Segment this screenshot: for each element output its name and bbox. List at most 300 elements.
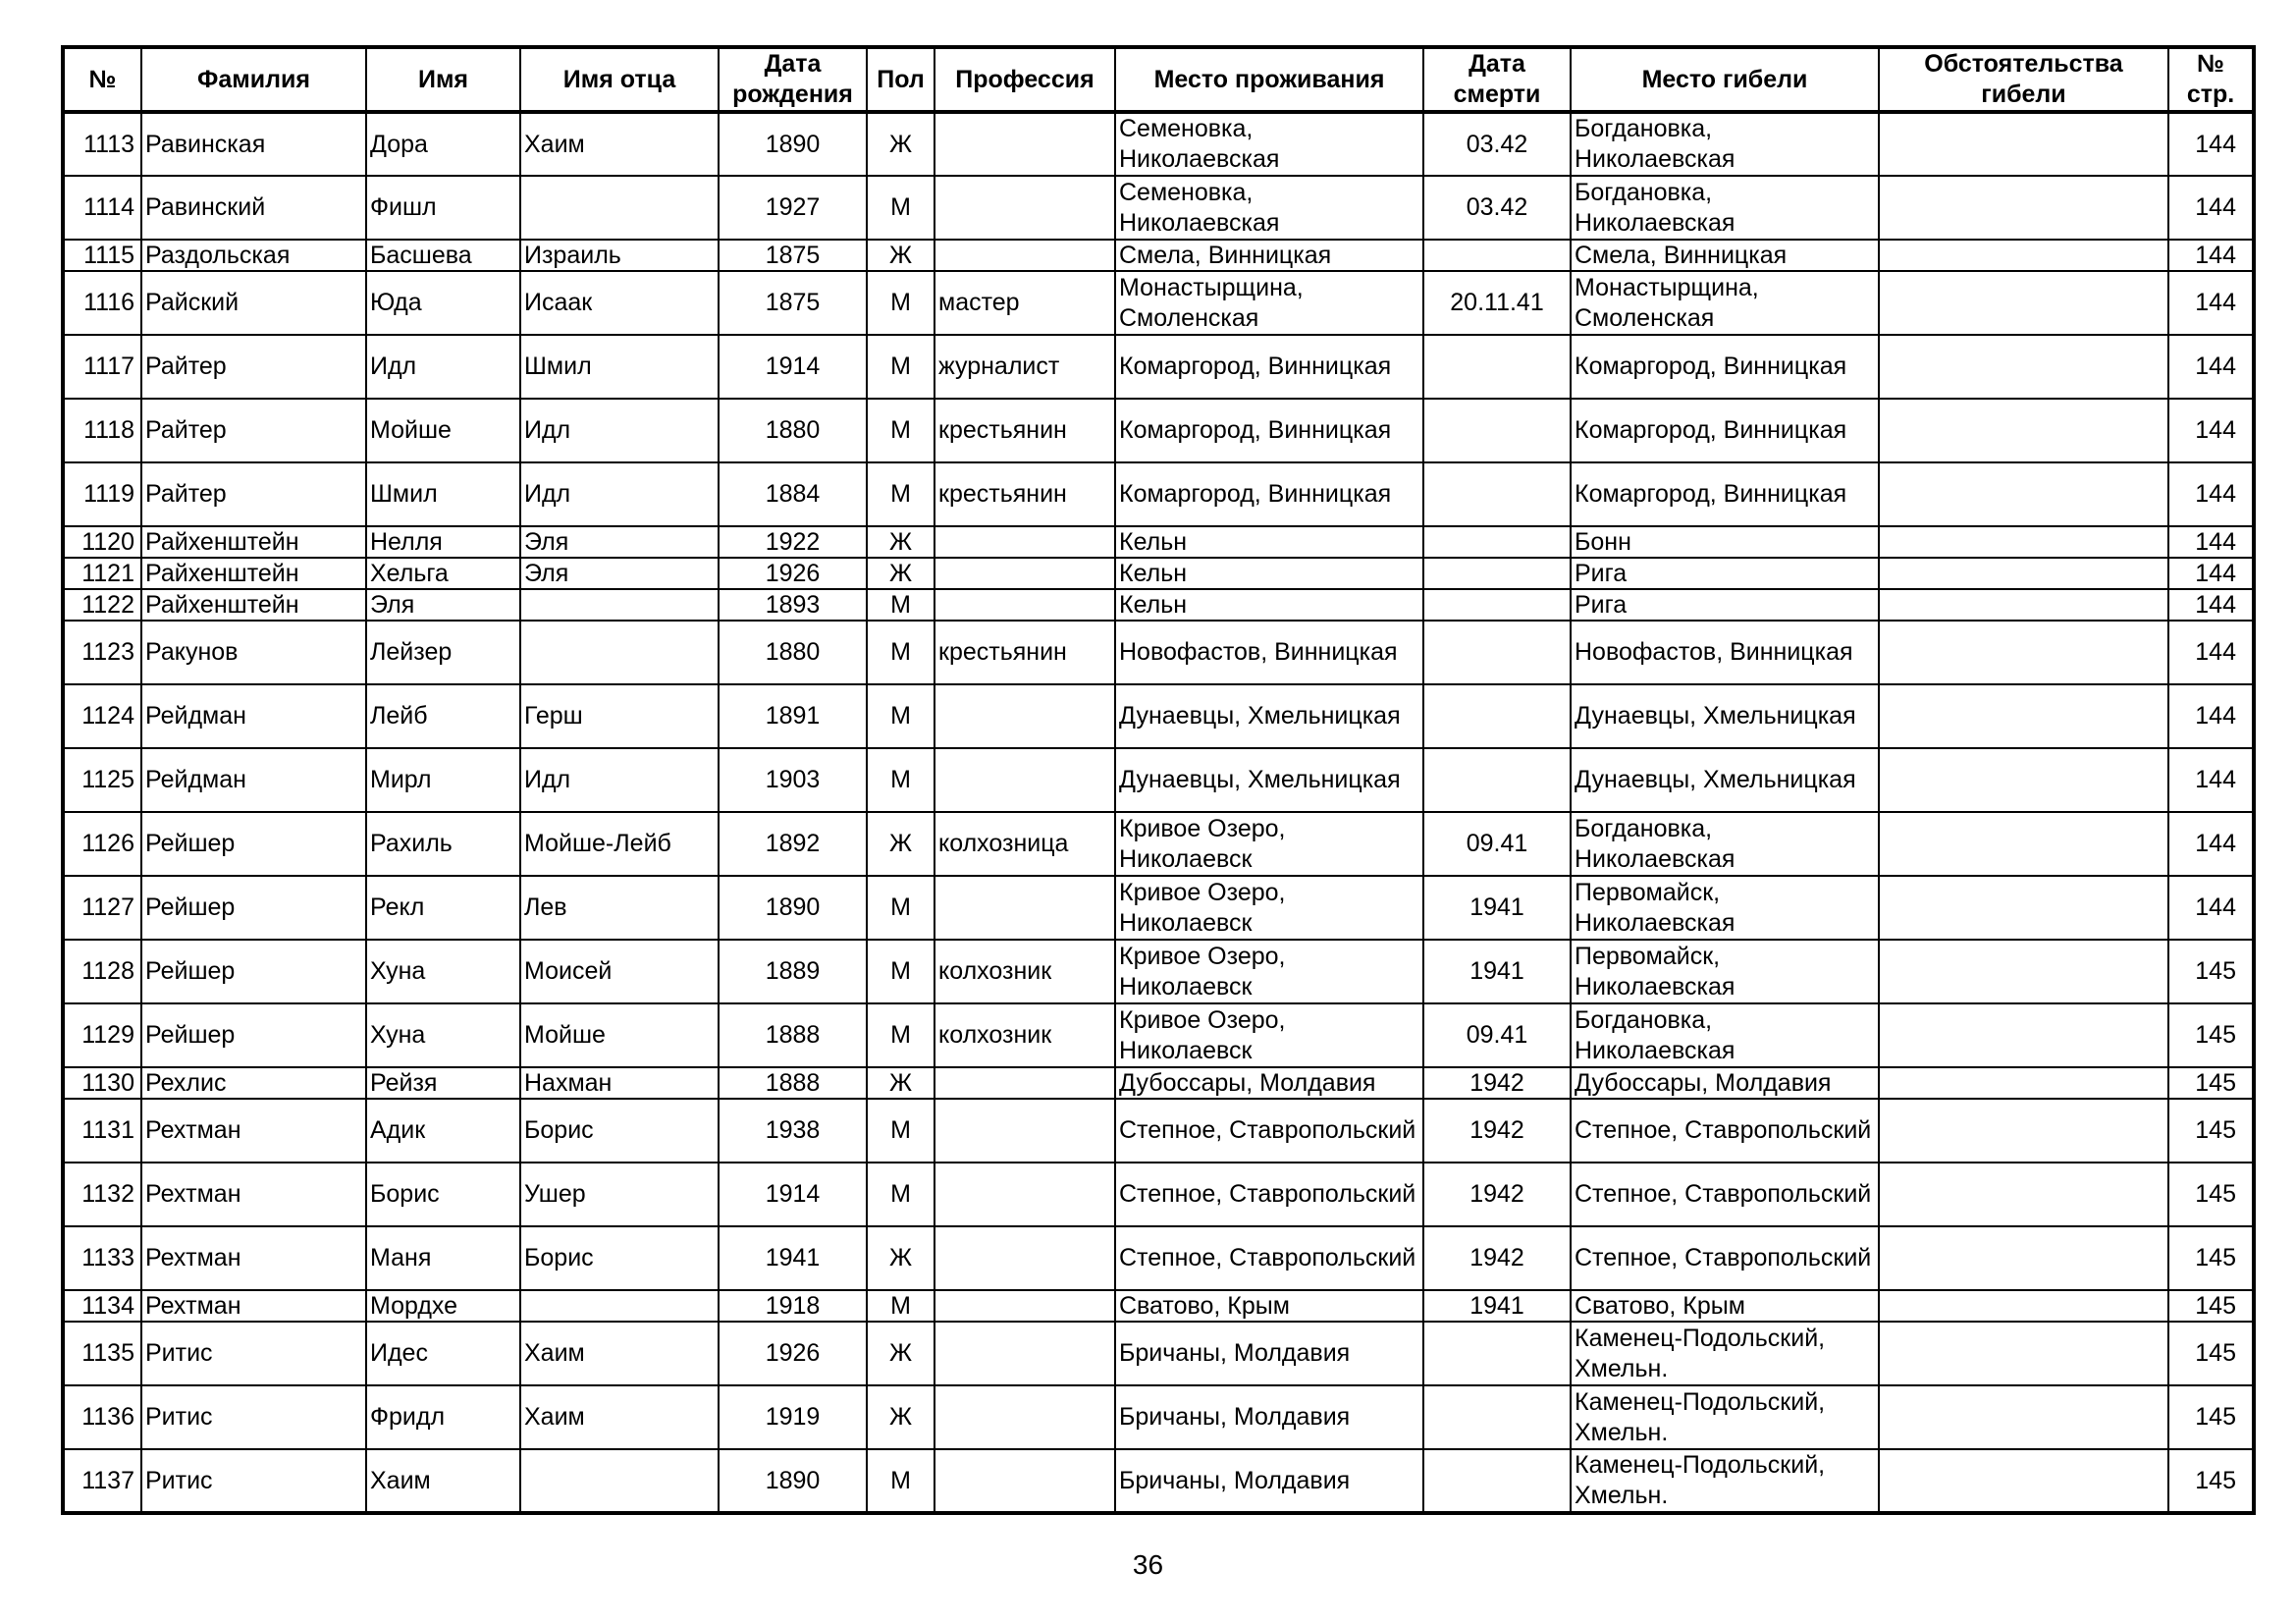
table-row xyxy=(63,462,2254,526)
cell-page: 144 xyxy=(2168,399,2254,462)
cell-surname: Рехтман xyxy=(141,1290,366,1322)
cell-death-place: Комаргород, Винницкая xyxy=(1571,335,1879,399)
cell-sex: М xyxy=(867,589,934,621)
cell-page: 144 xyxy=(2168,176,2254,240)
cell-name: Маня xyxy=(366,1226,520,1290)
cell-sex: М xyxy=(867,1449,934,1513)
cell-death-date xyxy=(1423,1385,1571,1449)
table-row xyxy=(63,940,2254,1003)
cell-profession xyxy=(934,589,1115,621)
cell-circumstances xyxy=(1879,940,2168,1003)
cell-sex: М xyxy=(867,462,934,526)
cell-page: 144 xyxy=(2168,335,2254,399)
cell-profession: крестьянин xyxy=(934,399,1115,462)
cell-residence: Бричаны, Молдавия xyxy=(1115,1449,1423,1513)
cell-circumstances xyxy=(1879,558,2168,589)
cell-patronymic xyxy=(520,176,719,240)
cell-residence: Комаргород, Винницкая xyxy=(1115,399,1423,462)
cell-page: 144 xyxy=(2168,558,2254,589)
table-row xyxy=(63,748,2254,812)
cell-circumstances xyxy=(1879,812,2168,876)
cell-surname: Райхенштейн xyxy=(141,558,366,589)
cell-residence: Сватово, Крым xyxy=(1115,1290,1423,1322)
table-row xyxy=(63,1226,2254,1290)
header-patronymic: Имя отца xyxy=(520,47,719,112)
table-row xyxy=(63,335,2254,399)
cell-patronymic: Лев xyxy=(520,876,719,940)
cell-num: 1137 xyxy=(63,1449,141,1513)
cell-death-place: Первомайск, Николаевская xyxy=(1571,940,1879,1003)
cell-residence: Кельн xyxy=(1115,589,1423,621)
cell-circumstances xyxy=(1879,589,2168,621)
table-row xyxy=(63,1449,2254,1513)
cell-surname: Райский xyxy=(141,271,366,335)
cell-name: Эля xyxy=(366,589,520,621)
table-row xyxy=(63,176,2254,240)
cell-death-place: Бонн xyxy=(1571,526,1879,558)
cell-birth-date: 1927 xyxy=(719,176,867,240)
header-sex: Пол xyxy=(867,47,934,112)
cell-surname: Рейшер xyxy=(141,1003,366,1067)
table-row xyxy=(63,240,2254,271)
cell-death-date: 1942 xyxy=(1423,1226,1571,1290)
cell-num: 1123 xyxy=(63,621,141,684)
cell-circumstances xyxy=(1879,748,2168,812)
table-row xyxy=(63,1385,2254,1449)
cell-page: 145 xyxy=(2168,1099,2254,1163)
cell-death-place: Дунаевцы, Хмельницкая xyxy=(1571,748,1879,812)
cell-page: 144 xyxy=(2168,876,2254,940)
cell-patronymic xyxy=(520,1449,719,1513)
cell-death-date xyxy=(1423,399,1571,462)
cell-sex: М xyxy=(867,621,934,684)
cell-patronymic: Шмил xyxy=(520,335,719,399)
cell-profession xyxy=(934,526,1115,558)
table-row xyxy=(63,876,2254,940)
cell-birth-date: 1889 xyxy=(719,940,867,1003)
cell-surname: Ритис xyxy=(141,1322,366,1385)
cell-page: 145 xyxy=(2168,1449,2254,1513)
cell-num: 1114 xyxy=(63,176,141,240)
header-page: № стр. xyxy=(2168,47,2254,112)
cell-death-place: Рига xyxy=(1571,558,1879,589)
cell-death-date: 1942 xyxy=(1423,1163,1571,1226)
cell-patronymic: Хаим xyxy=(520,112,719,176)
cell-patronymic: Эля xyxy=(520,526,719,558)
cell-sex: М xyxy=(867,1290,934,1322)
cell-circumstances xyxy=(1879,176,2168,240)
cell-page: 144 xyxy=(2168,621,2254,684)
table-row xyxy=(63,271,2254,335)
cell-num: 1131 xyxy=(63,1099,141,1163)
cell-patronymic xyxy=(520,621,719,684)
cell-death-date: 03.42 xyxy=(1423,112,1571,176)
cell-death-place: Степное, Ставропольский xyxy=(1571,1099,1879,1163)
cell-profession: журналист xyxy=(934,335,1115,399)
cell-circumstances xyxy=(1879,112,2168,176)
header-death-date: Дата смерти xyxy=(1423,47,1571,112)
cell-death-date xyxy=(1423,462,1571,526)
cell-sex: М xyxy=(867,1163,934,1226)
cell-page: 145 xyxy=(2168,1003,2254,1067)
table-body xyxy=(63,112,2254,1513)
cell-sex: Ж xyxy=(867,1226,934,1290)
cell-sex: М xyxy=(867,1003,934,1067)
cell-name: Лейб xyxy=(366,684,520,748)
cell-residence: Дубоссары, Молдавия xyxy=(1115,1067,1423,1099)
cell-birth-date: 1919 xyxy=(719,1385,867,1449)
header-residence: Место проживания xyxy=(1115,47,1423,112)
cell-surname: Рейшер xyxy=(141,876,366,940)
cell-residence: Семеновка, Николаевская xyxy=(1115,112,1423,176)
cell-num: 1118 xyxy=(63,399,141,462)
cell-profession xyxy=(934,112,1115,176)
cell-residence: Кривое Озеро, Николаевск xyxy=(1115,940,1423,1003)
header-profession: Профессия xyxy=(934,47,1115,112)
header-num: № xyxy=(63,47,141,112)
cell-num: 1129 xyxy=(63,1003,141,1067)
cell-circumstances xyxy=(1879,621,2168,684)
cell-residence: Бричаны, Молдавия xyxy=(1115,1322,1423,1385)
cell-name: Шмил xyxy=(366,462,520,526)
cell-profession: крестьянин xyxy=(934,462,1115,526)
cell-death-date: 1942 xyxy=(1423,1067,1571,1099)
cell-death-place: Новофастов, Винницкая xyxy=(1571,621,1879,684)
cell-death-date xyxy=(1423,748,1571,812)
table-row xyxy=(63,526,2254,558)
cell-profession: мастер xyxy=(934,271,1115,335)
table-row xyxy=(63,621,2254,684)
cell-birth-date: 1922 xyxy=(719,526,867,558)
cell-profession: колхозница xyxy=(934,812,1115,876)
cell-page: 145 xyxy=(2168,1163,2254,1226)
cell-death-date: 09.41 xyxy=(1423,812,1571,876)
cell-num: 1120 xyxy=(63,526,141,558)
cell-surname: Ритис xyxy=(141,1449,366,1513)
cell-surname: Райтер xyxy=(141,462,366,526)
cell-sex: Ж xyxy=(867,558,934,589)
cell-surname: Рехтман xyxy=(141,1099,366,1163)
cell-num: 1134 xyxy=(63,1290,141,1322)
table-row xyxy=(63,1163,2254,1226)
cell-birth-date: 1918 xyxy=(719,1290,867,1322)
cell-death-date xyxy=(1423,1322,1571,1385)
cell-birth-date: 1884 xyxy=(719,462,867,526)
cell-death-date xyxy=(1423,558,1571,589)
cell-profession xyxy=(934,176,1115,240)
cell-page: 145 xyxy=(2168,1322,2254,1385)
cell-birth-date: 1891 xyxy=(719,684,867,748)
cell-page: 144 xyxy=(2168,684,2254,748)
cell-death-place: Степное, Ставропольский xyxy=(1571,1226,1879,1290)
cell-circumstances xyxy=(1879,462,2168,526)
cell-surname: Рехлис xyxy=(141,1067,366,1099)
cell-profession xyxy=(934,558,1115,589)
cell-name: Хельга xyxy=(366,558,520,589)
cell-patronymic xyxy=(520,1290,719,1322)
cell-page: 144 xyxy=(2168,271,2254,335)
table-row xyxy=(63,1322,2254,1385)
cell-death-place: Дубоссары, Молдавия xyxy=(1571,1067,1879,1099)
cell-death-place: Богдановка, Николаевская xyxy=(1571,112,1879,176)
cell-num: 1132 xyxy=(63,1163,141,1226)
cell-name: Хуна xyxy=(366,940,520,1003)
cell-profession xyxy=(934,1290,1115,1322)
cell-residence: Комаргород, Винницкая xyxy=(1115,335,1423,399)
cell-surname: Райхенштейн xyxy=(141,526,366,558)
cell-death-place: Комаргород, Винницкая xyxy=(1571,462,1879,526)
cell-death-place: Комаргород, Винницкая xyxy=(1571,399,1879,462)
header-name: Имя xyxy=(366,47,520,112)
cell-death-place: Каменец-Подольский, Хмельн. xyxy=(1571,1449,1879,1513)
cell-page: 144 xyxy=(2168,240,2254,271)
cell-patronymic: Моисей xyxy=(520,940,719,1003)
cell-death-date: 1941 xyxy=(1423,940,1571,1003)
cell-residence: Степное, Ставропольский xyxy=(1115,1226,1423,1290)
cell-patronymic: Хаим xyxy=(520,1385,719,1449)
cell-death-date: 1942 xyxy=(1423,1099,1571,1163)
cell-profession xyxy=(934,1226,1115,1290)
cell-surname: Ракунов xyxy=(141,621,366,684)
cell-name: Хаим xyxy=(366,1449,520,1513)
header-circumstances: Обстоятельства гибели xyxy=(1879,47,2168,112)
table-row xyxy=(63,812,2254,876)
cell-residence: Новофастов, Винницкая xyxy=(1115,621,1423,684)
cell-residence: Бричаны, Молдавия xyxy=(1115,1385,1423,1449)
cell-sex: Ж xyxy=(867,1385,934,1449)
cell-death-place: Степное, Ставропольский xyxy=(1571,1163,1879,1226)
cell-patronymic: Израиль xyxy=(520,240,719,271)
cell-name: Басшева xyxy=(366,240,520,271)
cell-num: 1133 xyxy=(63,1226,141,1290)
cell-name: Мирл xyxy=(366,748,520,812)
cell-circumstances xyxy=(1879,876,2168,940)
cell-circumstances xyxy=(1879,1290,2168,1322)
cell-residence: Комаргород, Винницкая xyxy=(1115,462,1423,526)
cell-name: Дора xyxy=(366,112,520,176)
table-row xyxy=(63,1290,2254,1322)
cell-residence: Кривое Озеро, Николаевск xyxy=(1115,812,1423,876)
cell-page: 144 xyxy=(2168,526,2254,558)
cell-circumstances xyxy=(1879,335,2168,399)
cell-num: 1128 xyxy=(63,940,141,1003)
cell-birth-date: 1926 xyxy=(719,1322,867,1385)
cell-profession xyxy=(934,240,1115,271)
cell-patronymic: Борис xyxy=(520,1099,719,1163)
cell-sex: Ж xyxy=(867,112,934,176)
cell-name: Рейзя xyxy=(366,1067,520,1099)
cell-death-place: Богдановка, Николаевская xyxy=(1571,1003,1879,1067)
cell-birth-date: 1926 xyxy=(719,558,867,589)
cell-sex: М xyxy=(867,1099,934,1163)
cell-name: Фридл xyxy=(366,1385,520,1449)
cell-page: 144 xyxy=(2168,812,2254,876)
cell-patronymic: Нахман xyxy=(520,1067,719,1099)
cell-surname: Райтер xyxy=(141,399,366,462)
cell-surname: Раздольская xyxy=(141,240,366,271)
cell-death-place: Рига xyxy=(1571,589,1879,621)
cell-page: 144 xyxy=(2168,462,2254,526)
cell-birth-date: 1914 xyxy=(719,1163,867,1226)
cell-page: 145 xyxy=(2168,1067,2254,1099)
cell-surname: Рейдман xyxy=(141,748,366,812)
cell-death-place: Монастырщина, Смоленская xyxy=(1571,271,1879,335)
cell-patronymic: Идл xyxy=(520,399,719,462)
cell-profession: крестьянин xyxy=(934,621,1115,684)
table-row xyxy=(63,1003,2254,1067)
page-number: 36 xyxy=(1132,1549,1164,1580)
cell-num: 1130 xyxy=(63,1067,141,1099)
cell-num: 1127 xyxy=(63,876,141,940)
cell-num: 1121 xyxy=(63,558,141,589)
cell-residence: Степное, Ставропольский xyxy=(1115,1163,1423,1226)
cell-surname: Рейшер xyxy=(141,812,366,876)
cell-circumstances xyxy=(1879,526,2168,558)
cell-circumstances xyxy=(1879,1322,2168,1385)
cell-sex: М xyxy=(867,335,934,399)
cell-patronymic: Идл xyxy=(520,748,719,812)
cell-name: Рахиль xyxy=(366,812,520,876)
cell-num: 1122 xyxy=(63,589,141,621)
cell-num: 1116 xyxy=(63,271,141,335)
cell-sex: М xyxy=(867,940,934,1003)
cell-birth-date: 1880 xyxy=(719,621,867,684)
cell-sex: Ж xyxy=(867,240,934,271)
cell-profession xyxy=(934,876,1115,940)
cell-name: Идл xyxy=(366,335,520,399)
cell-circumstances xyxy=(1879,399,2168,462)
cell-sex: М xyxy=(867,684,934,748)
cell-page: 144 xyxy=(2168,589,2254,621)
cell-sex: Ж xyxy=(867,812,934,876)
cell-birth-date: 1903 xyxy=(719,748,867,812)
cell-residence: Кельн xyxy=(1115,526,1423,558)
cell-death-date xyxy=(1423,526,1571,558)
cell-residence: Степное, Ставропольский xyxy=(1115,1099,1423,1163)
cell-surname: Равинская xyxy=(141,112,366,176)
cell-profession xyxy=(934,1067,1115,1099)
cell-circumstances xyxy=(1879,1385,2168,1449)
header-death-place: Место гибели xyxy=(1571,47,1879,112)
cell-name: Фишл xyxy=(366,176,520,240)
cell-profession xyxy=(934,1163,1115,1226)
cell-name: Идес xyxy=(366,1322,520,1385)
cell-death-place: Смела, Винницкая xyxy=(1571,240,1879,271)
cell-name: Хуна xyxy=(366,1003,520,1067)
cell-birth-date: 1941 xyxy=(719,1226,867,1290)
cell-circumstances xyxy=(1879,684,2168,748)
cell-death-place: Каменец-Подольский, Хмельн. xyxy=(1571,1322,1879,1385)
cell-residence: Смела, Винницкая xyxy=(1115,240,1423,271)
cell-surname: Рехтман xyxy=(141,1163,366,1226)
cell-profession: колхозник xyxy=(934,940,1115,1003)
cell-profession xyxy=(934,748,1115,812)
cell-death-date xyxy=(1423,684,1571,748)
cell-patronymic: Хаим xyxy=(520,1322,719,1385)
cell-death-place: Каменец-Подольский, Хмельн. xyxy=(1571,1385,1879,1449)
cell-death-date xyxy=(1423,1449,1571,1513)
cell-birth-date: 1890 xyxy=(719,1449,867,1513)
cell-death-place: Первомайск, Николаевская xyxy=(1571,876,1879,940)
cell-patronymic: Ушер xyxy=(520,1163,719,1226)
cell-sex: Ж xyxy=(867,526,934,558)
cell-profession xyxy=(934,1385,1115,1449)
header-surname: Фамилия xyxy=(141,47,366,112)
cell-circumstances xyxy=(1879,1226,2168,1290)
cell-birth-date: 1880 xyxy=(719,399,867,462)
header-birth-date: Дата рождения xyxy=(719,47,867,112)
cell-birth-date: 1914 xyxy=(719,335,867,399)
cell-death-place: Богдановка, Николаевская xyxy=(1571,812,1879,876)
cell-death-place: Сватово, Крым xyxy=(1571,1290,1879,1322)
cell-sex: М xyxy=(867,271,934,335)
cell-residence: Семеновка, Николаевская xyxy=(1115,176,1423,240)
cell-patronymic: Борис xyxy=(520,1226,719,1290)
cell-num: 1117 xyxy=(63,335,141,399)
cell-circumstances xyxy=(1879,1003,2168,1067)
cell-patronymic xyxy=(520,589,719,621)
table-row xyxy=(63,1099,2254,1163)
cell-circumstances xyxy=(1879,271,2168,335)
cell-sex: М xyxy=(867,176,934,240)
cell-page: 145 xyxy=(2168,940,2254,1003)
cell-sex: М xyxy=(867,748,934,812)
cell-name: Нелля xyxy=(366,526,520,558)
cell-birth-date: 1890 xyxy=(719,876,867,940)
cell-profession xyxy=(934,1099,1115,1163)
cell-num: 1113 xyxy=(63,112,141,176)
table-row xyxy=(63,684,2254,748)
cell-patronymic: Эля xyxy=(520,558,719,589)
cell-patronymic: Мойше xyxy=(520,1003,719,1067)
cell-death-date xyxy=(1423,621,1571,684)
cell-name: Борис xyxy=(366,1163,520,1226)
cell-sex: Ж xyxy=(867,1067,934,1099)
cell-page: 144 xyxy=(2168,748,2254,812)
table-row xyxy=(63,558,2254,589)
cell-residence: Кривое Озеро, Николаевск xyxy=(1115,1003,1423,1067)
cell-surname: Райхенштейн xyxy=(141,589,366,621)
cell-death-date xyxy=(1423,240,1571,271)
cell-num: 1136 xyxy=(63,1385,141,1449)
cell-patronymic: Мойше-Лейб xyxy=(520,812,719,876)
cell-residence: Дунаевцы, Хмельницкая xyxy=(1115,748,1423,812)
cell-death-date: 09.41 xyxy=(1423,1003,1571,1067)
cell-surname: Равинский xyxy=(141,176,366,240)
table-row xyxy=(63,399,2254,462)
cell-sex: М xyxy=(867,876,934,940)
cell-birth-date: 1938 xyxy=(719,1099,867,1163)
cell-name: Мордхе xyxy=(366,1290,520,1322)
cell-surname: Рейшер xyxy=(141,940,366,1003)
cell-page: 145 xyxy=(2168,1226,2254,1290)
cell-page: 145 xyxy=(2168,1290,2254,1322)
cell-death-place: Богдановка, Николаевская xyxy=(1571,176,1879,240)
cell-profession: колхозник xyxy=(934,1003,1115,1067)
victims-table xyxy=(61,45,2256,1515)
cell-num: 1119 xyxy=(63,462,141,526)
cell-residence: Монастырщина, Смоленская xyxy=(1115,271,1423,335)
cell-birth-date: 1875 xyxy=(719,240,867,271)
cell-num: 1115 xyxy=(63,240,141,271)
cell-sex: М xyxy=(867,399,934,462)
cell-profession xyxy=(934,1322,1115,1385)
cell-birth-date: 1890 xyxy=(719,112,867,176)
cell-patronymic: Герш xyxy=(520,684,719,748)
cell-num: 1124 xyxy=(63,684,141,748)
cell-birth-date: 1888 xyxy=(719,1003,867,1067)
cell-death-date: 1941 xyxy=(1423,1290,1571,1322)
